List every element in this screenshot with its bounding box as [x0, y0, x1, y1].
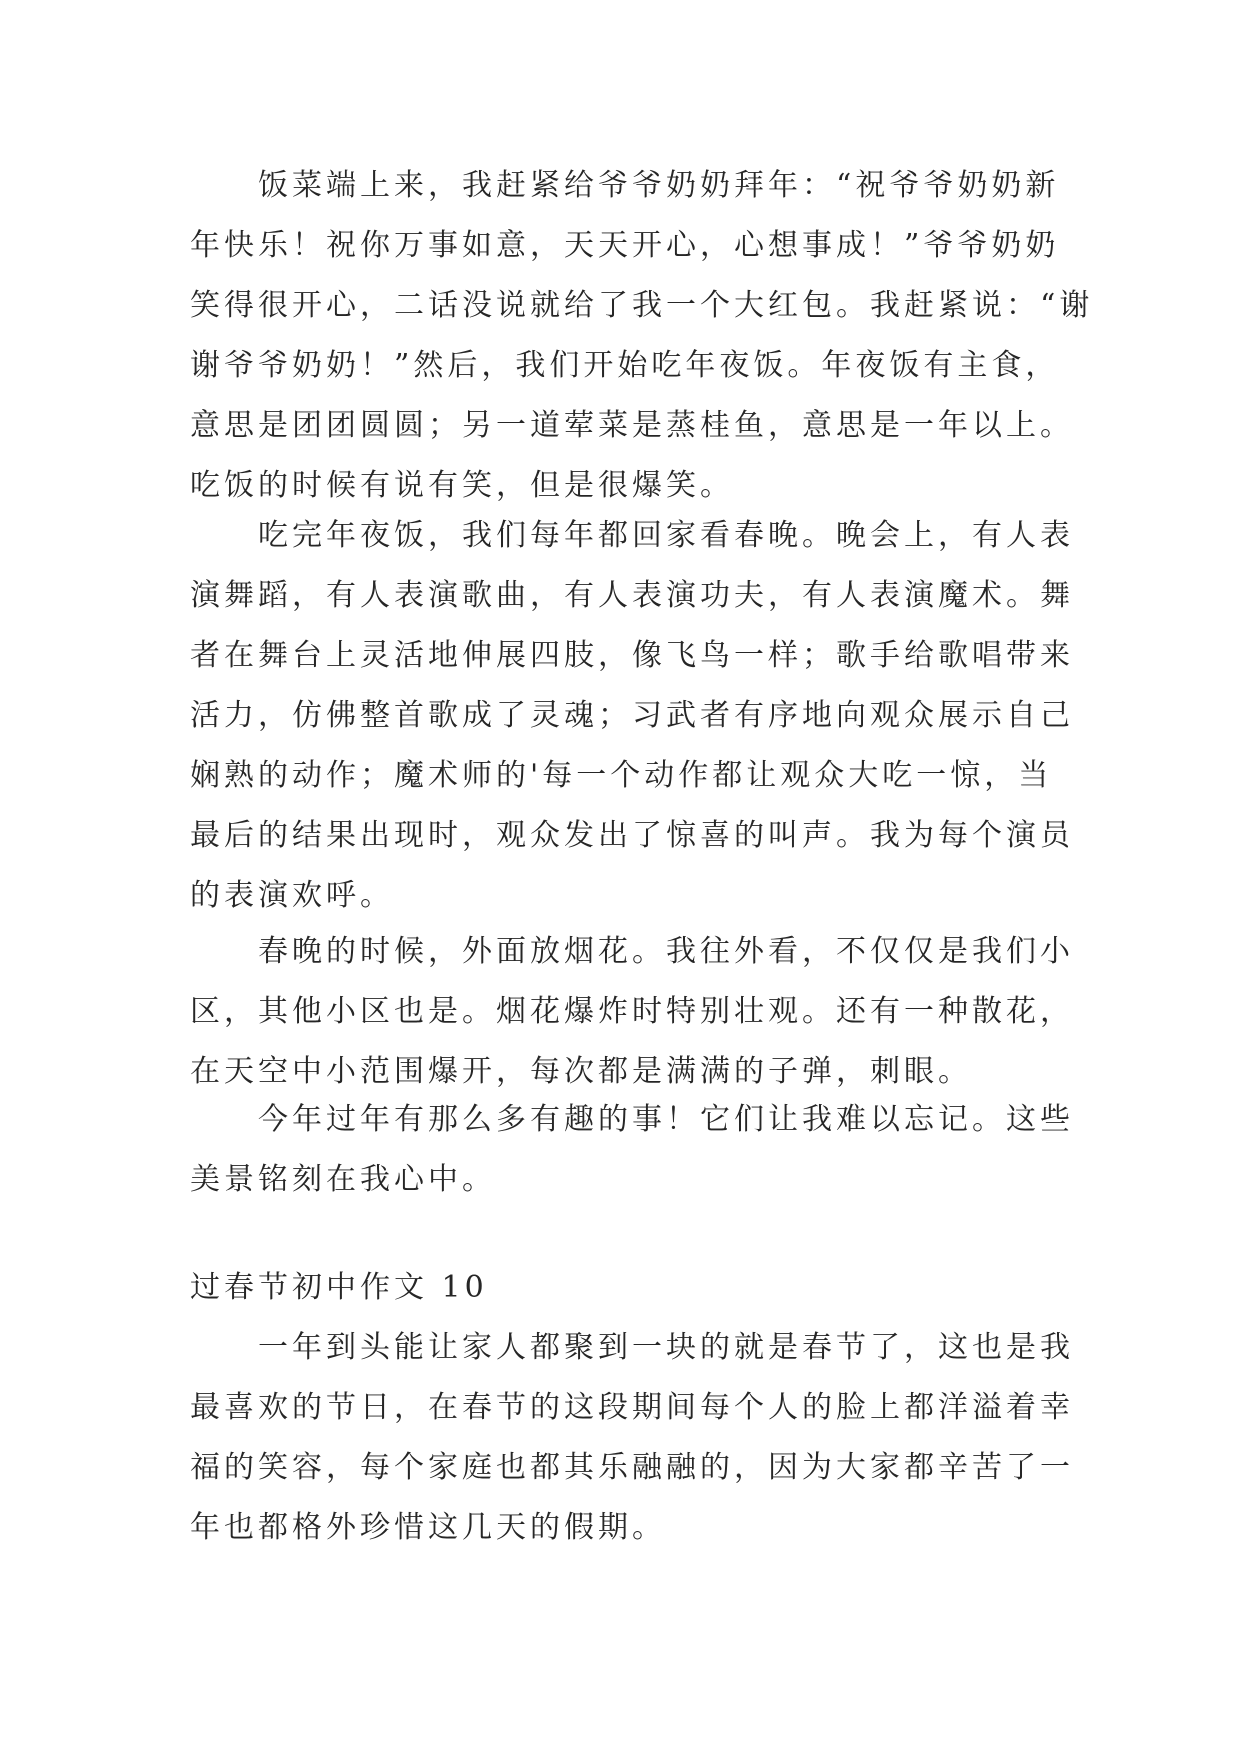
paragraph-line: 今年过年有那么多有趣的事！它们让我难以忘记。这些: [258, 1102, 1074, 1137]
paragraph-line: 意思是团团圆圆；另一道荤菜是蒸桂鱼，意思是一年以上。: [190, 408, 1074, 443]
essay-section: [190, 1258, 1074, 1558]
paragraph-line: 谢爷爷奶奶！”然后，我们开始吃年夜饭。年夜饭有主食，: [190, 348, 1060, 383]
paragraph-line: 一年到头能让家人都聚到一块的就是春节了，这也是我: [258, 1330, 1074, 1365]
paragraph-line: 娴熟的动作；魔术师的'每一个动作都让观众大吃一惊，当: [190, 758, 1053, 793]
paragraph-line: 笑得很开心，二话没说就给了我一个大红包。我赶紧说：“谢: [190, 288, 1094, 323]
paragraph-new-year-dinner: [190, 156, 1094, 516]
paragraph-line: 年快乐！祝你万事如意，天天开心，心想事成！”爷爷奶奶: [190, 228, 1060, 263]
paragraph-line: 吃完年夜饭，我们每年都回家看春晚。晚会上，有人表: [258, 518, 1074, 553]
paragraph-line: 最后的结果出现时，观众发出了惊喜的叫声。我为每个演员: [190, 818, 1074, 853]
paragraph-line: 吃饭的时候有说有笑，但是很爆笑。: [190, 468, 734, 503]
paragraph-line: 在天空中小范围爆开，每次都是满满的子弹，刺眼。: [190, 1054, 972, 1089]
section-heading: 过春节初中作文 10: [190, 1270, 488, 1305]
paragraph-line: 最喜欢的节日，在春节的这段期间每个人的脸上都洋溢着幸: [190, 1390, 1074, 1425]
paragraph-line: 活力，仿佛整首歌成了灵魂；习武者有序地向观众展示自己: [190, 698, 1074, 733]
paragraph-line: 的表演欢呼。: [190, 878, 394, 913]
paragraph-conclusion: [190, 1090, 1074, 1210]
paragraph-line: 演舞蹈，有人表演歌曲，有人表演功夫，有人表演魔术。舞: [190, 578, 1074, 613]
paragraph-spring-gala: [190, 506, 1074, 926]
paragraph-line: 美景铭刻在我心中。: [190, 1162, 496, 1197]
paragraph-line: 春晚的时候，外面放烟花。我往外看，不仅仅是我们小: [258, 934, 1074, 969]
paragraph-line: 年也都格外珍惜这几天的假期。: [190, 1510, 666, 1545]
paragraph-line: 者在舞台上灵活地伸展四肢，像飞鸟一样；歌手给歌唱带来: [190, 638, 1074, 673]
paragraph-line: 饭菜端上来，我赶紧给爷爷奶奶拜年：“祝爷爷奶奶新: [258, 168, 1060, 203]
paragraph-fireworks: [190, 922, 1074, 1102]
paragraph-line: 福的笑容，每个家庭也都其乐融融的，因为大家都辛苦了一: [190, 1450, 1074, 1485]
paragraph-line: 区，其他小区也是。烟花爆炸时特别壮观。还有一种散花，: [190, 994, 1074, 1029]
